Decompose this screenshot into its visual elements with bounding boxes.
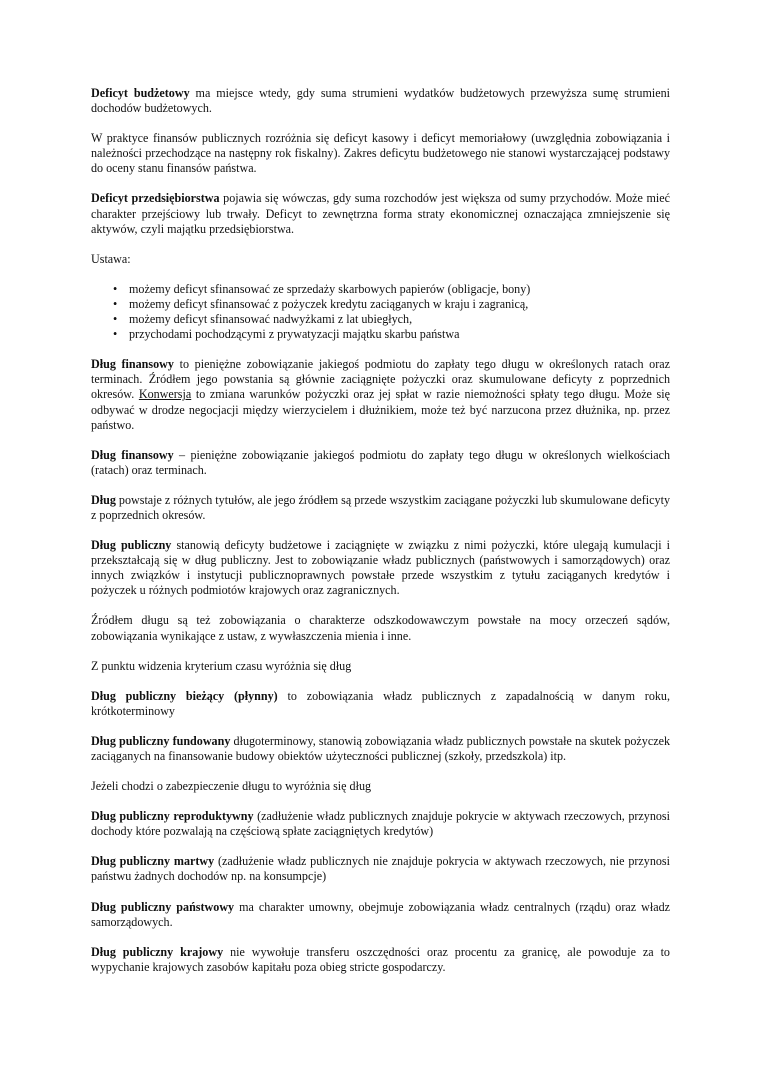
paragraph-dlug-krajowy: Dług publiczny krajowy nie wywołuje transferu oszczędności oraz procentu za granicę, ale powoduje za to wypychanie krajowych zasobów kapitału poza obieg stricte gospodarczy. [91,944,670,974]
paragraph-dlug-finansowy-1: Dług finansowy to pieniężne zobowiązanie jakiegoś podmiotu do zapłaty tego długu w określonych ratach oraz terminach. Źródłem jego powstania są głównie zaciągnięte pożyczki oraz skumulowane deficyty z poprzednich okresów. Konwersja to zmiana warunków pożyczki oraz jej spłat w razie niemożności spłaty tego długu. Może się odbywać w drodze negocjacji między wierzycielem i dłużnikiem, może też być narzucona przez dłużnika, np. przez państwo. [91,357,670,432]
paragraph-kryterium-czasu: Z punktu widzenia kryterium czasu wyróżnia się dług [91,658,352,673]
paragraph-ustawa: Ustawa: [91,251,131,266]
bullet-icon: • [113,281,118,296]
term-dlug-finansowy: Dług finansowy [91,447,174,462]
financing-list [91,282,670,342]
term-dlug-fundowany: Dług publiczny fundowany [91,733,231,748]
term-dlug-martwy: Dług publiczny martwy [91,854,215,869]
paragraph-deficyt-przedsiebiorstwa: Deficyt przedsiębiorstwa pojawia się wówczas, gdy suma rozchodów jest większa od sumy przychodów. Może mieć charakter przejściowy lub trwały. Deficyt to zewnętrzna forma straty ekonomicznej oznaczająca zmniejszenie się aktywów, czyli majątku przedsiębiorstwa. [91,191,670,236]
term-dlug: Dług [91,492,116,507]
paragraph-dlug-publiczny: Dług publiczny stanowią deficyty budżetowe i zaciągnięte w związku z nimi pożyczki, które ulegają kumulacji i przekształcają się w dług publiczny. Jest to zobowiązanie władz publicznych (państwowych i samorządowych) oraz innych związków i instytucji publicznoprawnych powstałe przede wszystkim z tytułu zaciąganych kredytów i pożyczek u różnych podmiotów krajowych oraz zagranicznych. [91,538,671,598]
term-dlug-reproduktywny: Dług publiczny reproduktywny [91,809,254,824]
bullet-icon: • [113,327,118,342]
list-item: • możemy deficyt sfinansować ze sprzedaży skarbowych papierów (obligacje, bony) [113,281,531,296]
bullet-icon: • [113,296,118,311]
paragraph-zrodlem-dlugu: Źródłem długu są też zobowiązania o charakterze odszkodowawczym powstałe na mocy orzeczeń sądów, zobowiązania wynikające z ustaw, z wywłaszczenia mienia i inne. [91,613,670,643]
konwersja-link[interactable]: Konwersja [138,387,192,402]
list-item: • przychodami pochodzącymi z prywatyzacji majątku skarbu państwa [113,327,460,342]
term-dlug-publiczny: Dług publiczny [91,538,172,553]
term-dlug-finansowy: Dług finansowy [91,357,174,372]
list-item: • możemy deficyt sfinansować nadwyżkami z lat ubiegłych, [113,312,413,327]
paragraph-praktyka-finansow: W praktyce finansów publicznych rozróżnia się deficyt kasowy i deficyt memoriałowy (uwzględnia zobowiązania i należności przechodzące na następny rok fiskalny). Zakres deficytu budżetowego nie stanowi wystarczającej podstawy do oceny stanu finansów państwa. [91,131,670,176]
paragraph-zabezpieczenie: Jeżeli chodzi o zabezpieczenie długu to wyróżnia się dług [91,779,372,794]
paragraph-deficyt-budzetowy: Deficyt budżetowy ma miejsce wtedy, gdy suma strumieni wydatków budżetowych przewyższa sumę strumieni dochodów budżetowych. [91,86,670,116]
paragraph-dlug-reproduktywny: Dług publiczny reproduktywny (zadłużenie władz publicznych znajduje pokrycie w aktywach rzeczowych, przynosi dochody które pozwalają na częściową spłate zaciągniętych kredytów) [91,809,670,839]
document-page [91,86,670,990]
paragraph-dlug-finansowy-2: Dług finansowy – pieniężne zobowiązanie jakiegoś podmiotu do zapłaty tego długu w określonych wielkościach (ratach) oraz terminach. [91,447,671,477]
term-deficyt-przedsiebiorstwa: Deficyt przedsiębiorstwa [91,191,220,206]
paragraph-dlug-martwy: Dług publiczny martwy (zadłużenie władz publicznych nie znajduje pokrycia w aktywach rzeczowych, nie przynosi państwu żadnych dochodów np. na konsumpcje) [91,854,670,884]
list-item: • możemy deficyt sfinansować z pożyczek kredytu zaciąganych w kraju i zagranicą, [113,296,529,311]
paragraph-dlug-panstwowy: Dług publiczny państwowy ma charakter umowny, obejmuje zobowiązania władz centralnych (rządu) oraz władz samorządowych. [91,899,670,929]
term-deficyt-budzetowy: Deficyt budżetowy [91,86,190,100]
term-dlug-biezacy: Dług publiczny bieżący (płynny) [91,688,278,703]
paragraph-dlug-biezacy: Dług publiczny bieżący (płynny) to zobowiązania władz publicznych z zapadalnością w danym roku, krótkoterminowy [91,688,670,718]
term-dlug-krajowy: Dług publiczny krajowy [91,944,224,959]
paragraph-dlug-fundowany: Dług publiczny fundowany długoterminowy, stanowią zobowiązania władz publicznych powstałe na skutek pożyczek zaciąganych na finansowanie budowy obiektów użyteczności publicznej (szkoły, przedszkola) itp. [91,733,670,763]
bullet-icon: • [113,312,118,327]
term-dlug-panstwowy: Dług publiczny państwowy [91,899,235,914]
paragraph-dlug: Dług powstaje z różnych tytułów, ale jego źródłem są przede wszystkim zaciągane pożyczki lub skumulowane deficyty z poprzednich okresów. [91,492,670,522]
